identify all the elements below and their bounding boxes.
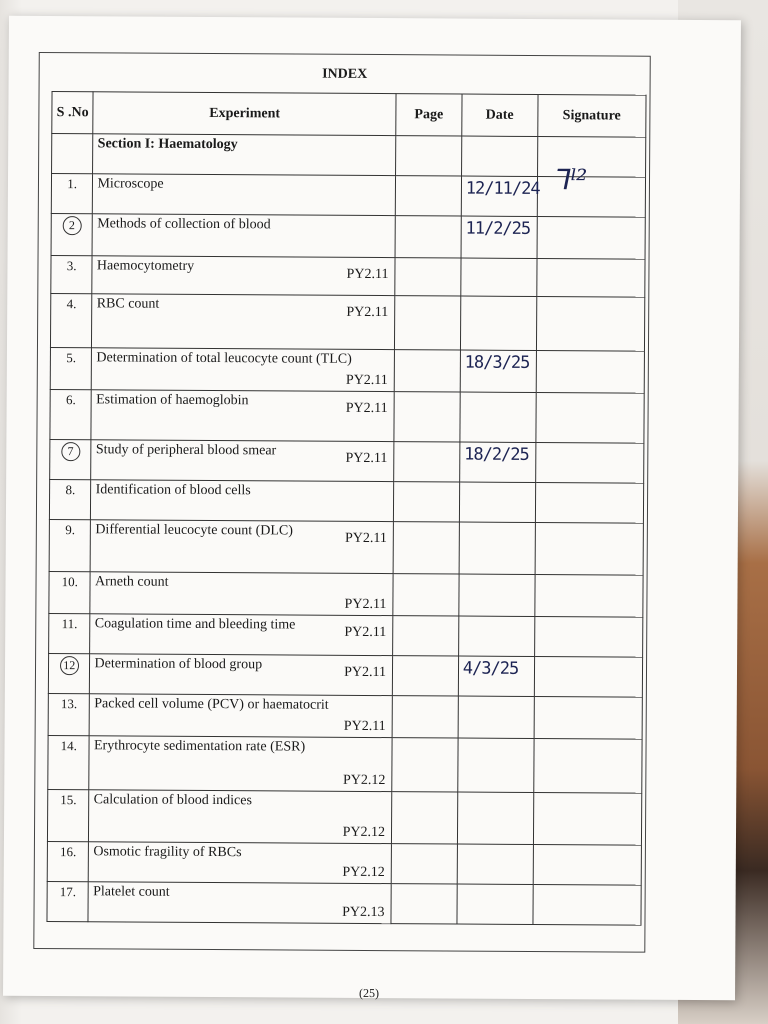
row-sno: 5. — [50, 348, 92, 390]
section-date-cell — [461, 136, 537, 176]
header-signature: Signature — [537, 95, 646, 138]
table-row — [51, 214, 645, 260]
row-page — [393, 482, 459, 522]
row-sno — [51, 214, 93, 256]
row-experiment — [91, 520, 394, 574]
table-row — [50, 440, 644, 484]
experiment-title: Osmotic fragility of RBCs — [93, 844, 242, 861]
row-sno: 10. — [49, 572, 91, 614]
table-row — [48, 736, 642, 794]
row-date — [459, 574, 535, 616]
circled-number: 7 — [61, 442, 80, 461]
competency-code: PY2.12 — [342, 864, 385, 881]
row-date-handwritten: 12/11/24 — [461, 176, 537, 216]
row-page — [395, 216, 461, 258]
experiment-title: Estimation of haemoglobin — [96, 392, 249, 409]
table-row — [47, 882, 641, 926]
notebook-page — [3, 16, 741, 1000]
handwritten-signature: ⅂ˡ² — [555, 163, 587, 197]
page-frame — [33, 52, 650, 953]
row-sno — [50, 440, 92, 480]
experiment-title: Coagulation time and bleeding time — [94, 616, 296, 633]
row-experiment — [90, 572, 393, 616]
row-experiment — [92, 348, 395, 392]
experiment-title: Differential leucocyte count (DLC) — [95, 522, 293, 539]
row-signature — [536, 259, 645, 298]
row-sno: 13. — [48, 694, 90, 736]
experiment-title: Erythrocyte sedimentation rate (ESR) — [93, 738, 306, 755]
row-sno: 8. — [49, 480, 91, 520]
row-page — [394, 392, 460, 442]
circled-number: 2 — [62, 216, 81, 235]
experiment-title: Determination of total leucocyte count (TLC) — [96, 350, 352, 367]
table-row — [50, 390, 644, 444]
competency-code: PY2.13 — [342, 904, 385, 921]
competency-code: PY2.12 — [342, 824, 386, 841]
row-date — [459, 522, 535, 574]
experiment-title: Arneth count — [94, 574, 169, 590]
competency-code: PY2.12 — [342, 772, 386, 789]
row-signature — [534, 616, 643, 657]
competency-code: PY2.11 — [345, 400, 388, 417]
experiment-title: Platelet count — [93, 884, 170, 900]
row-signature — [536, 350, 645, 393]
competency-code: PY2.11 — [346, 304, 389, 321]
table-row — [49, 480, 643, 524]
experiment-title: Identification of blood cells — [95, 482, 251, 499]
row-page — [393, 616, 459, 656]
row-sno: 17. — [47, 882, 89, 922]
table-row — [47, 790, 641, 846]
table-row — [50, 294, 644, 352]
header-date: Date — [462, 94, 538, 136]
row-page — [393, 522, 459, 574]
row-date — [460, 296, 536, 350]
row-date — [457, 844, 533, 884]
row-page — [394, 350, 460, 392]
row-date-handwritten: 11/2/25 — [461, 216, 537, 258]
row-date-handwritten: 4/3/25 — [458, 656, 534, 696]
row-signature — [533, 738, 642, 793]
header-sno: S .No — [52, 92, 94, 134]
row-sno: 16. — [47, 842, 89, 882]
row-date — [460, 392, 536, 442]
row-experiment — [91, 480, 394, 522]
experiment-title: RBC count — [96, 296, 160, 312]
row-page — [395, 258, 461, 296]
index-title: INDEX — [322, 66, 368, 82]
row-page — [391, 792, 457, 844]
row-page — [392, 696, 458, 738]
row-signature — [536, 392, 645, 443]
row-sno: 4. — [50, 294, 92, 348]
row-experiment — [93, 214, 396, 258]
row-sno: 9. — [49, 520, 91, 572]
experiment-title: Methods of collection of blood — [97, 216, 271, 233]
experiment-title: Microscope — [97, 176, 164, 192]
competency-code: PY2.11 — [344, 530, 387, 547]
header-experiment: Experiment — [93, 92, 396, 136]
row-signature — [535, 574, 644, 617]
section-page-cell — [396, 136, 462, 176]
row-sno: 6. — [50, 390, 92, 440]
row-date-handwritten: 18/3/25 — [460, 350, 536, 392]
table-row — [49, 520, 643, 576]
row-experiment — [91, 440, 394, 482]
row-date — [458, 616, 534, 656]
row-page — [395, 176, 461, 216]
row-signature — [537, 217, 646, 260]
table-row — [48, 654, 642, 698]
row-experiment — [89, 790, 392, 844]
competency-code: PY2.11 — [345, 372, 388, 389]
row-signature — [533, 844, 642, 885]
circled-number: 12 — [60, 656, 79, 675]
row-sno: 15. — [47, 790, 89, 842]
row-experiment — [90, 654, 393, 696]
row-sno: 3. — [51, 256, 93, 294]
table-row — [48, 694, 642, 740]
row-date — [457, 792, 533, 844]
row-sno: 11. — [49, 614, 91, 654]
row-experiment — [89, 736, 392, 792]
row-signature — [534, 696, 643, 739]
competency-code: PY2.11 — [345, 450, 388, 467]
row-date — [458, 738, 534, 792]
index-table — [46, 91, 646, 926]
row-signature — [537, 163, 646, 218]
section-signature-cell — [537, 137, 646, 178]
row-signature — [533, 884, 642, 925]
experiment-title: Determination of blood group — [94, 656, 263, 673]
row-page — [392, 656, 458, 696]
row-page — [391, 844, 457, 884]
table-row — [49, 614, 643, 658]
table-row — [51, 256, 645, 298]
experiment-title: Calculation of blood indices — [93, 792, 252, 809]
table-row — [51, 174, 645, 218]
row-experiment — [90, 694, 393, 738]
row-date — [458, 696, 534, 738]
row-experiment — [91, 390, 394, 442]
row-experiment — [92, 294, 395, 350]
experiment-title: Study of peripheral blood smear — [95, 442, 277, 459]
competency-code: PY2.11 — [344, 664, 387, 681]
row-sno — [48, 654, 90, 694]
row-date — [457, 884, 533, 924]
table-row — [50, 348, 644, 394]
table-row — [47, 842, 641, 886]
row-date-handwritten: 18/2/25 — [459, 442, 535, 482]
header-page: Page — [396, 94, 462, 136]
row-experiment — [88, 882, 391, 924]
section-sno-cell — [52, 134, 94, 174]
row-signature — [533, 792, 642, 845]
row-signature — [535, 442, 644, 483]
row-page — [392, 738, 458, 792]
competency-code: PY2.11 — [344, 596, 387, 613]
row-page — [394, 442, 460, 482]
row-signature — [536, 297, 645, 352]
table-header-row — [52, 92, 646, 138]
table-row — [49, 572, 643, 618]
row-date — [461, 258, 537, 296]
experiment-title: Haemocytometry — [96, 258, 195, 274]
competency-code: PY2.11 — [346, 266, 389, 283]
row-experiment — [90, 614, 393, 656]
row-date — [459, 482, 535, 522]
competency-code: PY2.11 — [344, 624, 387, 641]
row-page — [393, 574, 459, 616]
page-number: (25) — [358, 985, 380, 1001]
row-signature — [534, 656, 643, 697]
row-sno: 14. — [48, 736, 90, 790]
row-page — [391, 884, 457, 924]
row-sno: 1. — [51, 174, 93, 214]
row-experiment — [89, 842, 392, 884]
row-experiment — [92, 256, 395, 296]
competency-code: PY2.11 — [343, 718, 386, 735]
row-signature — [535, 522, 644, 575]
row-signature — [535, 482, 644, 523]
row-experiment — [93, 174, 396, 216]
experiment-title: Packed cell volume (PCV) or haematocrit — [94, 696, 329, 713]
row-page — [395, 296, 461, 350]
section-title: Section I: Haematology — [93, 134, 396, 176]
